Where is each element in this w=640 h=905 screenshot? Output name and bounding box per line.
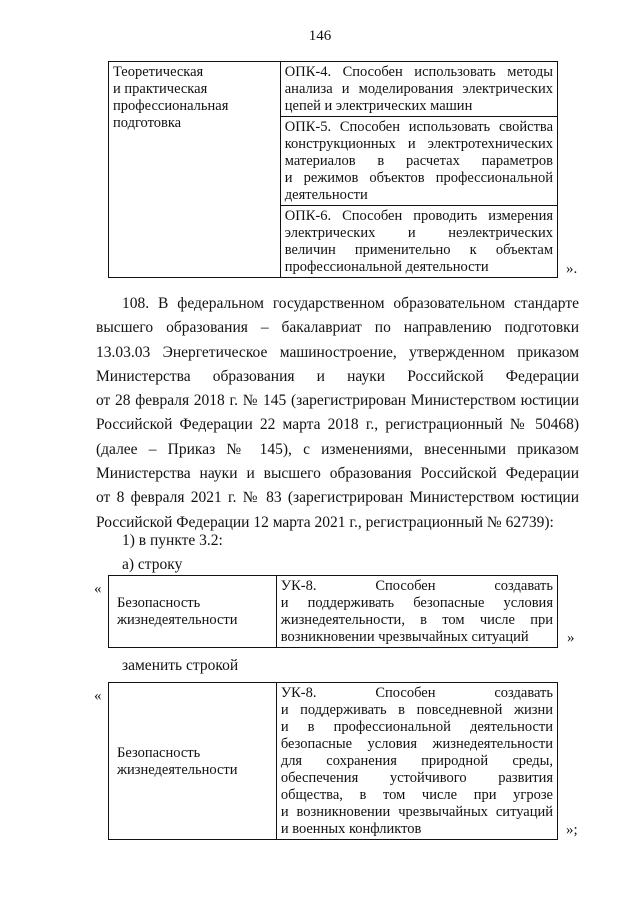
uk8-new-cell	[276, 683, 557, 840]
opk5-line: конструкционных и электротехнических	[284, 136, 553, 152]
page-number: 146	[308, 28, 332, 44]
paragraph-line: (далее – Приказ № 145), с изменениями, внесенными приказом	[96, 440, 579, 458]
opk6-cell	[280, 206, 557, 278]
opk5-line: и режимов объектов профессиональной	[284, 170, 553, 186]
opk5-line: ОПК-5. Способен использовать свойства	[284, 119, 553, 135]
table3-left-line: Безопасность	[117, 744, 201, 761]
uk8-new-line: и военных конфликтов	[280, 821, 422, 837]
opk5-line: деятельности	[284, 187, 368, 203]
uk8-new-line: безопасные условия жизнедеятельности	[280, 736, 553, 752]
table3-close-quote: »;	[566, 822, 578, 838]
table1-left-line: Теоретическая	[113, 64, 204, 80]
paragraph-108	[96, 292, 579, 535]
table2-open-quote: «	[94, 581, 102, 597]
uk8-old-line: и поддерживать безопасные условия	[280, 595, 553, 611]
paragraph-line: от 8 февраля 2021 г. № 83 (зарегистрирован Министерством юстиции	[96, 489, 579, 507]
table1-left-line: профессиональная	[113, 98, 229, 114]
table1-close-quote: ».	[566, 261, 578, 277]
paragraph-line: от 28 февраля 2018 г. № 145 (зарегистрирован Министерством юстиции	[96, 392, 579, 410]
opk4-line: цепей и электрических машин	[284, 98, 473, 114]
table2-left-cell	[109, 576, 277, 648]
table3-left-line: жизнедеятельности	[117, 761, 238, 778]
uk8-new-line: и поддерживать в повседневной жизни	[280, 702, 553, 718]
paragraph-line: высшего образования – бакалавриат по направлению подготовки	[96, 319, 579, 337]
table3-left-cell	[109, 683, 277, 840]
uk8-new-line: УК-8. Способен создавать	[280, 685, 553, 701]
uk8-new-line: и в профессиональной деятельности	[280, 719, 553, 735]
table3-open-quote: «	[94, 688, 102, 704]
table2-left-line: Безопасность	[117, 595, 201, 611]
uk8-new-line: и возникновении чрезвычайных ситуаций	[280, 804, 553, 820]
paragraph-line: Российской Федерации 22 марта 2018 г., регистрационный № 50468)	[96, 416, 579, 434]
table2-close-quote: »	[567, 630, 575, 646]
paragraph-line: 108. В федеральном государственном образовательном стандарте	[122, 295, 579, 312]
table1-left-line: подготовка	[113, 115, 182, 131]
paragraph-line: 13.03.03 Энергетическое машиностроение, утвержденном приказом	[96, 343, 579, 361]
paragraph-line: Министерства образования и науки Российской Федерации	[96, 367, 579, 385]
opk5-line: материалов в расчетах параметров	[284, 153, 553, 169]
opk5-cell	[280, 117, 557, 206]
uk8-old-cell	[276, 576, 557, 648]
item-a: а) строку	[122, 556, 183, 573]
uk8-old-line: УК-8. Способен создавать	[280, 578, 553, 594]
uk8-new-line: общества, в том числе при угрозе	[280, 787, 553, 803]
competency-table	[108, 61, 558, 278]
opk6-line: профессиональной деятельности	[284, 259, 489, 275]
replace-label: заменить строкой	[122, 657, 239, 674]
uk8-old-line: жизнедеятельности, в том числе при	[280, 612, 553, 628]
uk8-new-line: для сохранения природной среды,	[280, 753, 553, 769]
opk6-line: ОПК-6. Способен проводить измерения	[284, 208, 553, 224]
new-row-table	[108, 682, 558, 840]
opk4-cell	[280, 62, 557, 117]
paragraph-line: Министерства науки и высшего образования Российской Федерации	[96, 465, 579, 483]
table2-left-line: жизнедеятельности	[117, 612, 238, 628]
item-1: 1) в пункте 3.2:	[122, 532, 223, 549]
uk8-new-line: обеспечения устойчивого развития	[280, 770, 553, 786]
opk6-line: величин применительно к объектам	[284, 242, 553, 258]
table1-left-cell	[109, 62, 281, 278]
opk4-line: ОПК-4. Способен использовать методы	[284, 64, 553, 80]
opk4-line: анализа и моделирования электрических	[284, 81, 553, 97]
paragraph-line: Российской Федерации 12 марта 2021 г., регистрационный № 62739):	[96, 513, 554, 531]
table1-left-line: и практическая	[113, 81, 208, 97]
uk8-old-line: возникновении чрезвычайных ситуаций	[280, 629, 529, 645]
opk6-line: электрических и неэлектрических	[284, 225, 553, 241]
old-row-table	[108, 575, 558, 648]
